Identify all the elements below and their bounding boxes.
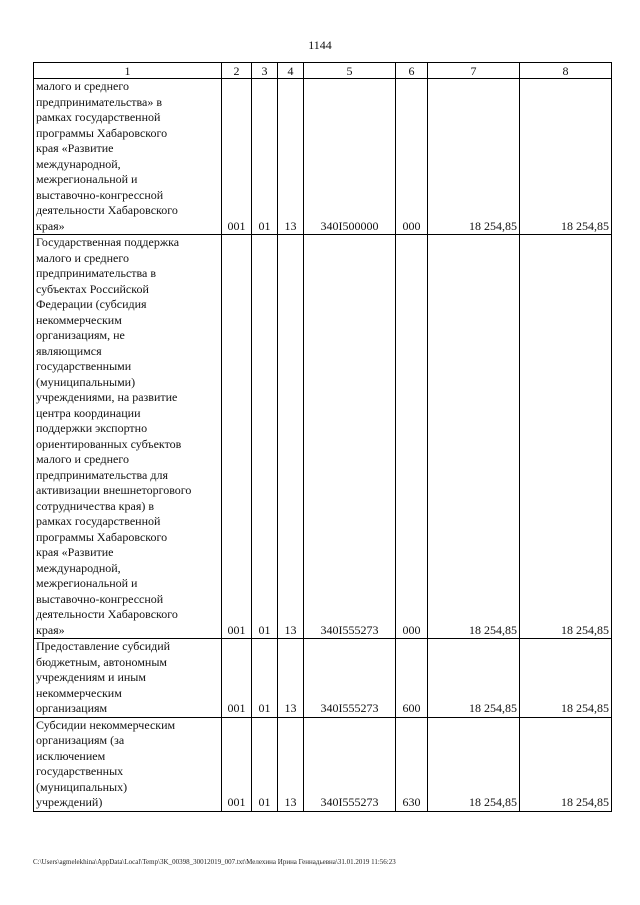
table-row [34, 79, 612, 235]
row-target-code: 340I555273 [304, 235, 396, 639]
row-description: малого и среднего предпринимательства» в рамках государственной программы Хабаровского края «Развитие международной, межрегиональной и выставочно-конгрессной деятельности Хабаровского края» [34, 79, 222, 235]
row-expense-type: 630 [396, 717, 428, 811]
row-code-3: 01 [252, 79, 278, 235]
row-code-4: 13 [278, 717, 304, 811]
row-amount-8: 18 254,85 [520, 639, 612, 718]
row-code-2: 001 [222, 639, 252, 718]
row-description: Субсидии некоммерческим организациям (за исключением государственных (муниципальных) учреждений) [34, 717, 222, 811]
row-description: Государственная поддержка малого и среднего предпринимательства в субъектах Российской Федерации (субсидия некоммерческим организациям, не являющимся государственными (муниципальными) учреждениями, на развитие центра координации поддержки экспортно ориентированных субъектов малого и среднего предпринимательства для активизации внешнеторгового сотрудничества края) в рамках государственной программы Хабаровского края «Развитие международной, межрегиональной и выставочно-конгрессной деятельности Хабаровского края» [34, 235, 222, 639]
header-col-3: 3 [252, 63, 278, 79]
table-row [34, 639, 612, 718]
row-target-code: 340I555273 [304, 639, 396, 718]
row-amount-7: 18 254,85 [428, 79, 520, 235]
table-row [34, 717, 612, 811]
header-col-5: 5 [304, 63, 396, 79]
header-col-4: 4 [278, 63, 304, 79]
row-amount-7: 18 254,85 [428, 639, 520, 718]
table-row [34, 235, 612, 639]
row-code-3: 01 [252, 717, 278, 811]
row-amount-8: 18 254,85 [520, 235, 612, 639]
row-description: Предоставление субсидий бюджетным, автономным учреждениям и иным некоммерческим организациям [34, 639, 222, 718]
row-target-code: 340I500000 [304, 79, 396, 235]
row-amount-7: 18 254,85 [428, 235, 520, 639]
row-code-2: 001 [222, 717, 252, 811]
row-code-4: 13 [278, 235, 304, 639]
row-code-4: 13 [278, 79, 304, 235]
row-code-3: 01 [252, 639, 278, 718]
page-number: 1144 [308, 38, 332, 52]
budget-table [33, 62, 612, 812]
row-expense-type: 000 [396, 235, 428, 639]
row-target-code: 340I555273 [304, 717, 396, 811]
row-amount-8: 18 254,85 [520, 79, 612, 235]
file-path-footer: C:\Users\agmelekhina\AppData\Local\Temp\3K_00398_30012019_007.txt\Мелехина Ирина Геннадьевна\31.01.2019 11:56:23 [33, 858, 396, 866]
header-col-1: 1 [34, 63, 222, 79]
row-amount-8: 18 254,85 [520, 717, 612, 811]
header-col-2: 2 [222, 63, 252, 79]
row-expense-type: 000 [396, 79, 428, 235]
row-expense-type: 600 [396, 639, 428, 718]
header-col-6: 6 [396, 63, 428, 79]
header-col-7: 7 [428, 63, 520, 79]
header-row [34, 63, 612, 79]
row-amount-7: 18 254,85 [428, 717, 520, 811]
header-col-8: 8 [520, 63, 612, 79]
row-code-4: 13 [278, 639, 304, 718]
row-code-3: 01 [252, 235, 278, 639]
row-code-2: 001 [222, 79, 252, 235]
row-code-2: 001 [222, 235, 252, 639]
